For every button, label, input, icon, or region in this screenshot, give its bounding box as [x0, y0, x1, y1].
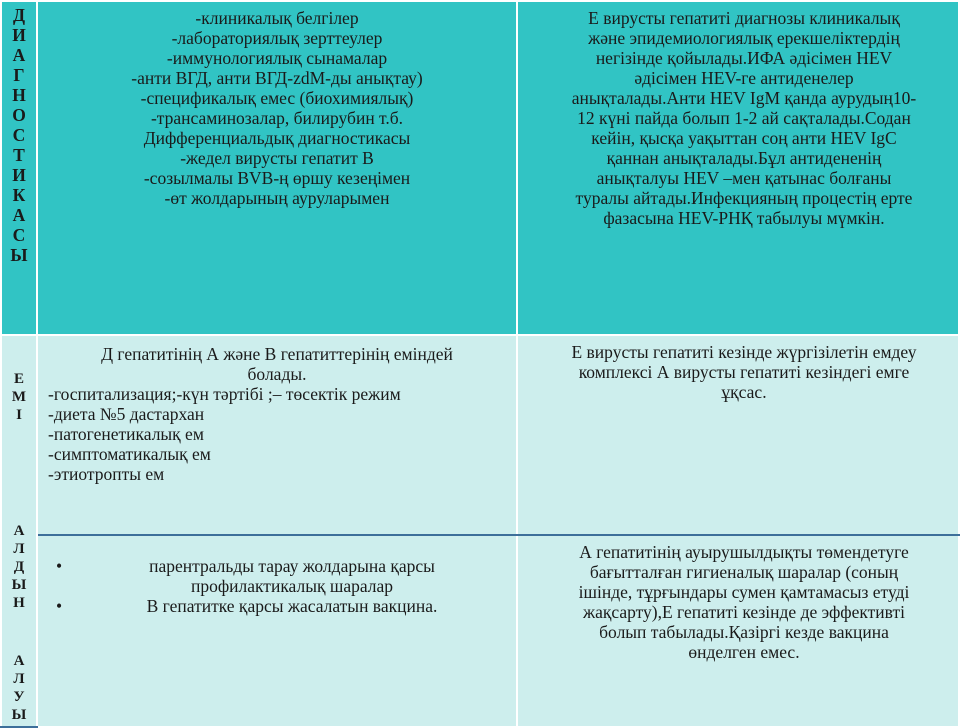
text-line: анықталуы HEV –мен қатынас болғаны — [596, 168, 892, 188]
text-line: -симптоматикалық ем — [48, 444, 211, 464]
treatment-general-cell — [37, 335, 517, 535]
text-line: -клиникалық белгілер — [195, 8, 359, 28]
text-line: анықталады.Анти HEV IgM қанда аурудың10- — [571, 88, 917, 108]
side-letter: С — [12, 225, 26, 245]
side-letter: А — [13, 653, 25, 669]
side-letter: Ы — [11, 577, 27, 593]
text-line: өнделген емес. — [688, 642, 800, 662]
side-letter: Ы — [10, 245, 28, 265]
side-letter: Н — [13, 595, 25, 611]
text-line: комплексі А вирусты гепатиті кезіндегі емге — [578, 362, 910, 382]
text-line: парентральды тарау жолдарына қарсы — [149, 556, 435, 576]
side-letter: И — [12, 165, 26, 185]
diagnostics-row — [1, 1, 959, 335]
text-line: фазасына HEV-РНҚ табылуы мүмкін. — [603, 208, 885, 228]
text-line: негізінде қойылады.ИФА әдісімен HEV — [595, 48, 893, 68]
text-line: -созылмалы BVB-ң өршу кезеңімен — [143, 168, 411, 188]
text-line: -жедел вирусты гепатит В — [180, 148, 374, 168]
text-line: -өт жолдарының ауруларымен — [164, 188, 390, 208]
text-line: 12 күні пайда болып 1-2 ай сақталады.Содан — [577, 108, 911, 128]
text-line: болады. — [247, 364, 307, 384]
side-letter: Г — [13, 65, 25, 85]
side-letter: Д — [13, 559, 25, 575]
text-line: -спецификалық емес (биохимиялық) — [140, 88, 414, 108]
text-line: -этиотропты ем — [48, 464, 165, 484]
side-letter: О — [12, 105, 26, 125]
text-line: қаннан анықталады.Бұл антидененің — [606, 148, 882, 168]
text-line: -патогенетикалық ем — [48, 424, 204, 444]
text-line: ішінде, тұрғындары сумен қамтамасыз етуді — [578, 582, 910, 602]
diagnostics-general-cell — [37, 1, 517, 335]
text-line: жақсарту),Е гепатиті кезінде де эффективті — [582, 602, 905, 622]
prevention-hev-cell — [517, 535, 959, 727]
text-line: туралы айтады.Инфекцияның процестің ерте — [575, 188, 913, 208]
text-line: кейін, қысқа уақыттан соң анти HEV IgC — [591, 128, 897, 148]
prevention-general-cell — [37, 535, 517, 727]
side-letter: І — [16, 407, 22, 423]
side-letter: Ы — [11, 707, 27, 723]
treatment-hev-cell — [517, 335, 959, 535]
text-line: бағытталған гигиеналық шаралар (соның — [589, 562, 899, 582]
text-line: -трансаминозалар, билирубин т.б. — [150, 108, 404, 128]
treatment-row — [1, 335, 959, 535]
text-line: А гепатитінің ауырушылдықты төмендетуге — [579, 542, 909, 562]
side-letter: Е — [13, 371, 24, 387]
text-line: -диета №5 дастархан — [48, 404, 205, 424]
text-line: болып табылады.Қазіргі кезде вакцина — [599, 622, 889, 642]
side-letter: Н — [12, 85, 26, 105]
diagnostics-side-label — [1, 1, 37, 335]
side-letter: Т — [13, 145, 25, 165]
text-line: ұқсас. — [721, 382, 767, 402]
prevention-row — [1, 535, 959, 727]
text-line: әдісімен HEV-ге антиденелер — [634, 68, 854, 88]
diagnostics-hev-cell — [517, 1, 959, 335]
side-letter: А — [12, 205, 26, 225]
side-letter: Л — [13, 541, 25, 557]
bullet-item — [56, 556, 506, 596]
side-letter: А — [13, 523, 25, 539]
text-line: -иммунологиялық сынамалар — [166, 48, 388, 68]
text-line: -анти ВГД, анти ВГД-zdM-ды анықтау) — [131, 68, 423, 88]
bullet-icon: • — [56, 596, 63, 616]
bullet-icon: • — [56, 556, 63, 576]
treatment-prevention-side-label — [1, 335, 37, 727]
text-line: В гепатитке қарсы жасалатын вакцина. — [146, 596, 438, 616]
side-letter: М — [11, 389, 27, 405]
side-letter: И — [12, 25, 26, 45]
spacer — [2, 424, 36, 522]
side-letter: А — [12, 45, 26, 65]
text-line: профилактикалық шаралар — [190, 576, 394, 596]
text-line: -лабораториялық зерттеулер — [171, 28, 383, 48]
text-line: Д гепатитінің А және В гепатиттерінің еміндей — [101, 344, 453, 364]
text-line: Дифференциальдық диагностикасы — [143, 128, 411, 148]
side-letter: С — [12, 125, 26, 145]
text-line: және эпидемиологиялық ерекшеліктердің — [588, 28, 900, 48]
side-letter: У — [13, 689, 25, 705]
side-letter: Л — [13, 671, 25, 687]
bullet-item — [56, 596, 506, 616]
text-line: Е вирусты гепатиті диагнозы клиникалық — [588, 8, 900, 28]
side-letter: К — [12, 185, 26, 205]
treatment-title — [48, 344, 506, 384]
text-line: -госпитализация;-күн тәртібі ;– төсектік режим — [48, 384, 401, 404]
text-line: Е вирусты гепатиті кезінде жүргізілетін емдеу — [571, 342, 917, 362]
spacer — [2, 612, 36, 652]
side-letter: Д — [12, 5, 26, 25]
